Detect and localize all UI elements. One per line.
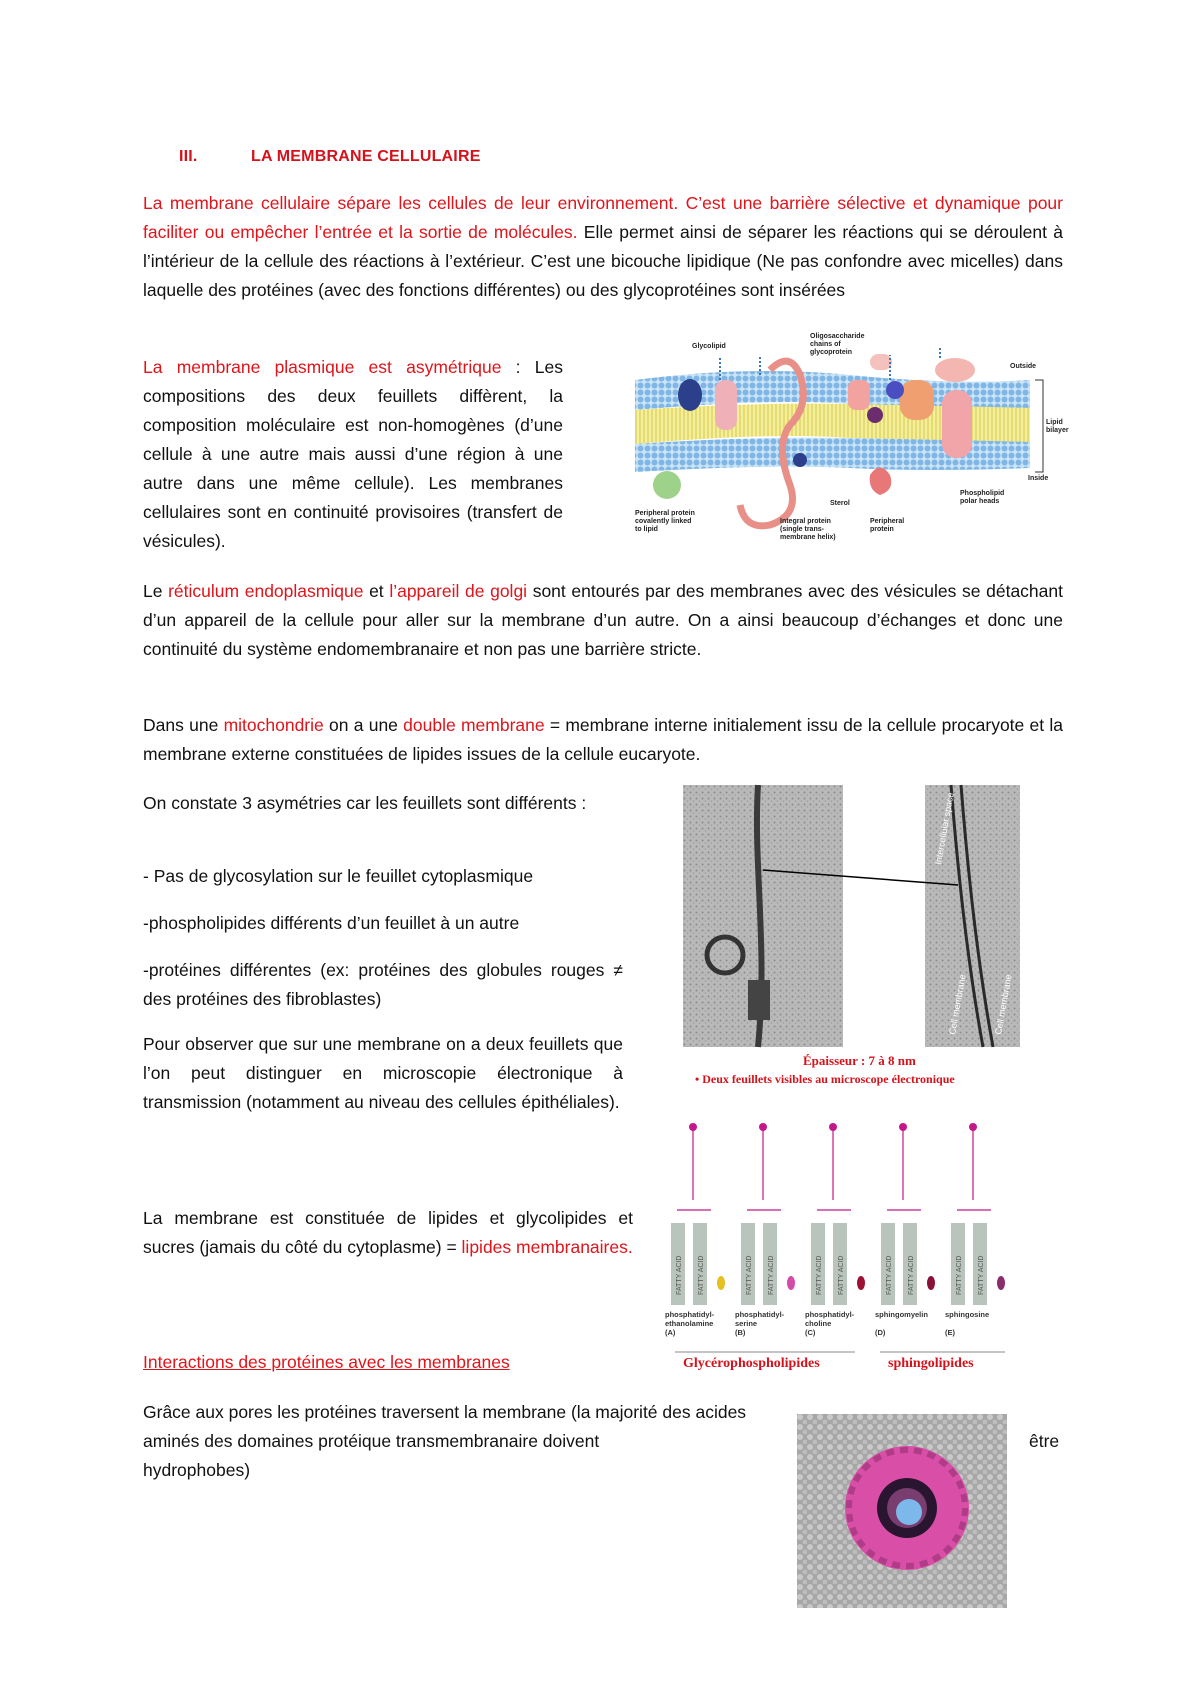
lipid-column <box>735 1123 795 1337</box>
polar-head <box>759 1123 767 1131</box>
lipid-name: phosphatidyl- <box>665 1310 715 1319</box>
mito-text-3: = membrane interne initialement issu de la cellule procaryote et la membrane externe constituées de lipides issues de la cellule eucaryote. <box>143 715 1063 764</box>
lipid-name: ethanolamine <box>665 1319 714 1328</box>
reticulum-text-1: Le <box>143 581 169 601</box>
mito-text-2: on a une <box>323 715 404 735</box>
lipid-icon <box>857 1276 865 1290</box>
section-number: III. <box>179 148 198 165</box>
lipid-name: sphingosine <box>945 1310 990 1319</box>
protein-shape <box>848 380 870 410</box>
lipid-name: serine <box>735 1319 758 1328</box>
interactions-paragraph: Grâce aux pores les protéines traversent la membrane (la majorité des acides aminés des domaines protéique transmembranaire doivent <box>143 1402 747 1451</box>
label-phospho2: polar heads <box>960 498 1000 505</box>
microscope-figure <box>683 785 1028 1090</box>
label-integral2: (single trans- <box>780 526 824 533</box>
asymmetry-red-text: La membrane plasmique est asymétrique <box>143 357 502 377</box>
fatty-acid-label: FATTY ACID <box>698 1255 705 1295</box>
lipid-icon <box>787 1276 795 1290</box>
mito-red-2: double membrane <box>403 715 545 735</box>
polar-head <box>829 1123 837 1131</box>
label-sterol: Sterol <box>830 500 850 507</box>
interactions-title: Interactions des protéines avec les membranes <box>143 1352 510 1372</box>
asymmetry-item-1: - Pas de glycosylation sur le feuillet cytoplasmique <box>143 866 534 886</box>
peripheral-protein-shape <box>653 471 681 499</box>
lipid-column <box>875 1123 935 1337</box>
polar-head <box>899 1123 907 1131</box>
reticulum-red-1: réticulum endoplasmique <box>168 581 364 601</box>
caption-sphingolipids: sphingolipides <box>888 1356 974 1371</box>
interactions-end: hydrophobes) <box>143 1460 251 1480</box>
protein-shape <box>900 380 934 420</box>
lipid-icon <box>927 1276 935 1290</box>
label-oligo1: Oligosaccharide <box>810 333 865 340</box>
reticulum-paragraph <box>143 577 1063 664</box>
intro-paragraph <box>143 189 1063 305</box>
lipid-name: (E) <box>945 1328 955 1337</box>
label-periph1: Peripheral <box>870 518 905 525</box>
lipid-name: choline <box>805 1319 832 1328</box>
lipid-icon <box>997 1276 1005 1290</box>
reticulum-red-2: l’appareil de golgi <box>389 581 528 601</box>
fatty-acid-label: FATTY ACID <box>886 1255 893 1295</box>
label-periph-cov2: covalently linked <box>635 518 692 525</box>
label-lipid: Lipid <box>1046 419 1063 426</box>
asymmetries-intro: On constate 3 asymétries car les feuillets sont différents : <box>143 793 587 813</box>
label-bilayer: bilayer <box>1046 427 1069 434</box>
label-outside: Outside <box>1010 363 1037 370</box>
lipids-black-text: La membrane est constituée de lipides et glycolipides et sucres (jamais du côté du cytoplasme) = <box>143 1208 633 1257</box>
lipid-column <box>945 1123 1005 1337</box>
pore-figure <box>797 1414 1007 1608</box>
reticulum-text-2: et <box>363 581 390 601</box>
micro-caption-2: • Deux feuillets visibles au microscope électronique <box>695 1072 955 1086</box>
observe-paragraph: Pour observer que sur une membrane on a deux feuillets que l’on peut distinguer en microscopie électronique à transmission (notamment au niveau des cellules épithéliales). <box>143 1034 623 1112</box>
fatty-acid-label: FATTY ACID <box>676 1255 683 1295</box>
label-cell-membrane-2: Cell membrane <box>993 973 1014 1036</box>
lipids-paragraph <box>143 1204 633 1262</box>
sterol-shape <box>793 453 807 467</box>
asymmetry-black-text: : Les compositions des deux feuillets diffèrent, la composition moléculaire est non-homogènes (d’une cellule à une autre mais aussi d’une région à une autre dans une même cellule). Les membranes cellulaires sont en continuité provisoires (transfert de vésicules). <box>143 357 563 551</box>
pore-channel <box>896 1499 922 1525</box>
lipid-column <box>665 1123 725 1337</box>
intro-black-text: Elle permet ainsi de séparer les réactions qui se déroulent à l’intérieur de la cellule des réactions à l’extérieur. C’est une bicouche lipidique (Ne pas confondre avec micelles) dans laquelle des protéines (avec des fonctions différentes) ou des glycoprotéines sont insérées <box>143 222 1063 300</box>
membrane-diagram <box>630 333 1070 545</box>
fatty-acid-label: FATTY ACID <box>908 1255 915 1295</box>
caption-glycerophospholipids: Glycérophospholipides <box>683 1356 820 1371</box>
protein-shape <box>886 381 904 399</box>
interactions-word: être <box>1029 1431 1060 1451</box>
mito-red-1: mitochondrie <box>223 715 324 735</box>
fatty-acid-label: FATTY ACID <box>768 1255 775 1295</box>
label-intercellular: Intercellular space <box>933 791 956 866</box>
mito-text-1: Dans une <box>143 715 224 735</box>
polar-head <box>689 1123 697 1131</box>
label-inside: Inside <box>1028 475 1049 482</box>
peripheral-protein-shape <box>870 468 892 496</box>
label-periph-cov3: to lipid <box>635 526 658 533</box>
lipid-name: (A) <box>665 1328 676 1337</box>
lipid-structures-figure <box>655 1115 1025 1373</box>
protein-shape <box>867 407 883 423</box>
label-integral3: membrane helix) <box>780 534 836 541</box>
reticulum-text-3: sont entourés par des membranes avec des vésicules se détachant d’un appareil de la cellule pour aller sur la membrane d’un autre. On a ainsi beaucoup d’échanges et donc une continuité du système endomembranaire et non pas une barrière stricte. <box>143 581 1063 659</box>
asymmetry-paragraph <box>143 353 563 556</box>
polar-head <box>969 1123 977 1131</box>
label-cell-membrane-1: Cell membrane <box>947 973 968 1036</box>
label-periph-cov1: Peripheral protein <box>635 510 695 517</box>
asymmetry-item-2: -phospholipides différents d’un feuillet à un autre <box>143 913 520 933</box>
label-periph2: protein <box>870 526 894 533</box>
fatty-acid-label: FATTY ACID <box>816 1255 823 1295</box>
fatty-acid-label: FATTY ACID <box>838 1255 845 1295</box>
lipid-name: phosphatidyl- <box>735 1310 785 1319</box>
lipid-name: phosphatidyl- <box>805 1310 855 1319</box>
section-title: LA MEMBRANE CELLULAIRE <box>251 148 481 165</box>
lipid-name: (B) <box>735 1328 746 1337</box>
asymmetry-item-3: -protéines différentes (ex: protéines des globules rouges ≠ des protéines des fibroblastes) <box>143 960 623 1009</box>
label-oligo2: chains of <box>810 341 841 348</box>
lipid-name: sphingomyelin <box>875 1310 928 1319</box>
label-glycolipid: Glycolipid <box>692 343 726 350</box>
protein-shape <box>678 379 702 411</box>
intro-red-text: La membrane cellulaire sépare les cellules de leur environnement. C’est une barrière sélective et dynamique pour faciliter ou empêcher l’entrée et la sortie de molécules. <box>143 193 1063 242</box>
label-integral1: Integral protein <box>780 518 831 525</box>
lipid-column <box>805 1123 865 1337</box>
fatty-acid-label: FATTY ACID <box>978 1255 985 1295</box>
label-oligo3: glycoprotein <box>810 349 853 356</box>
fatty-acid-label: FATTY ACID <box>956 1255 963 1295</box>
protein-shape <box>870 354 892 370</box>
protein-shape <box>935 358 975 382</box>
label-phospho1: Phospholipid <box>960 490 1005 497</box>
lipid-icon <box>717 1276 725 1290</box>
lipid-name: (D) <box>875 1328 886 1337</box>
protein-shape <box>942 390 972 458</box>
protein-shape <box>715 380 737 430</box>
fatty-acid-label: FATTY ACID <box>746 1255 753 1295</box>
mitochondria-paragraph <box>143 711 1063 769</box>
lipids-red-text: lipides membranaires. <box>461 1237 633 1257</box>
micro-caption-1: Épaisseur : 7 à 8 nm <box>803 1053 916 1068</box>
lipid-name: (C) <box>805 1328 816 1337</box>
section-heading <box>179 148 481 166</box>
